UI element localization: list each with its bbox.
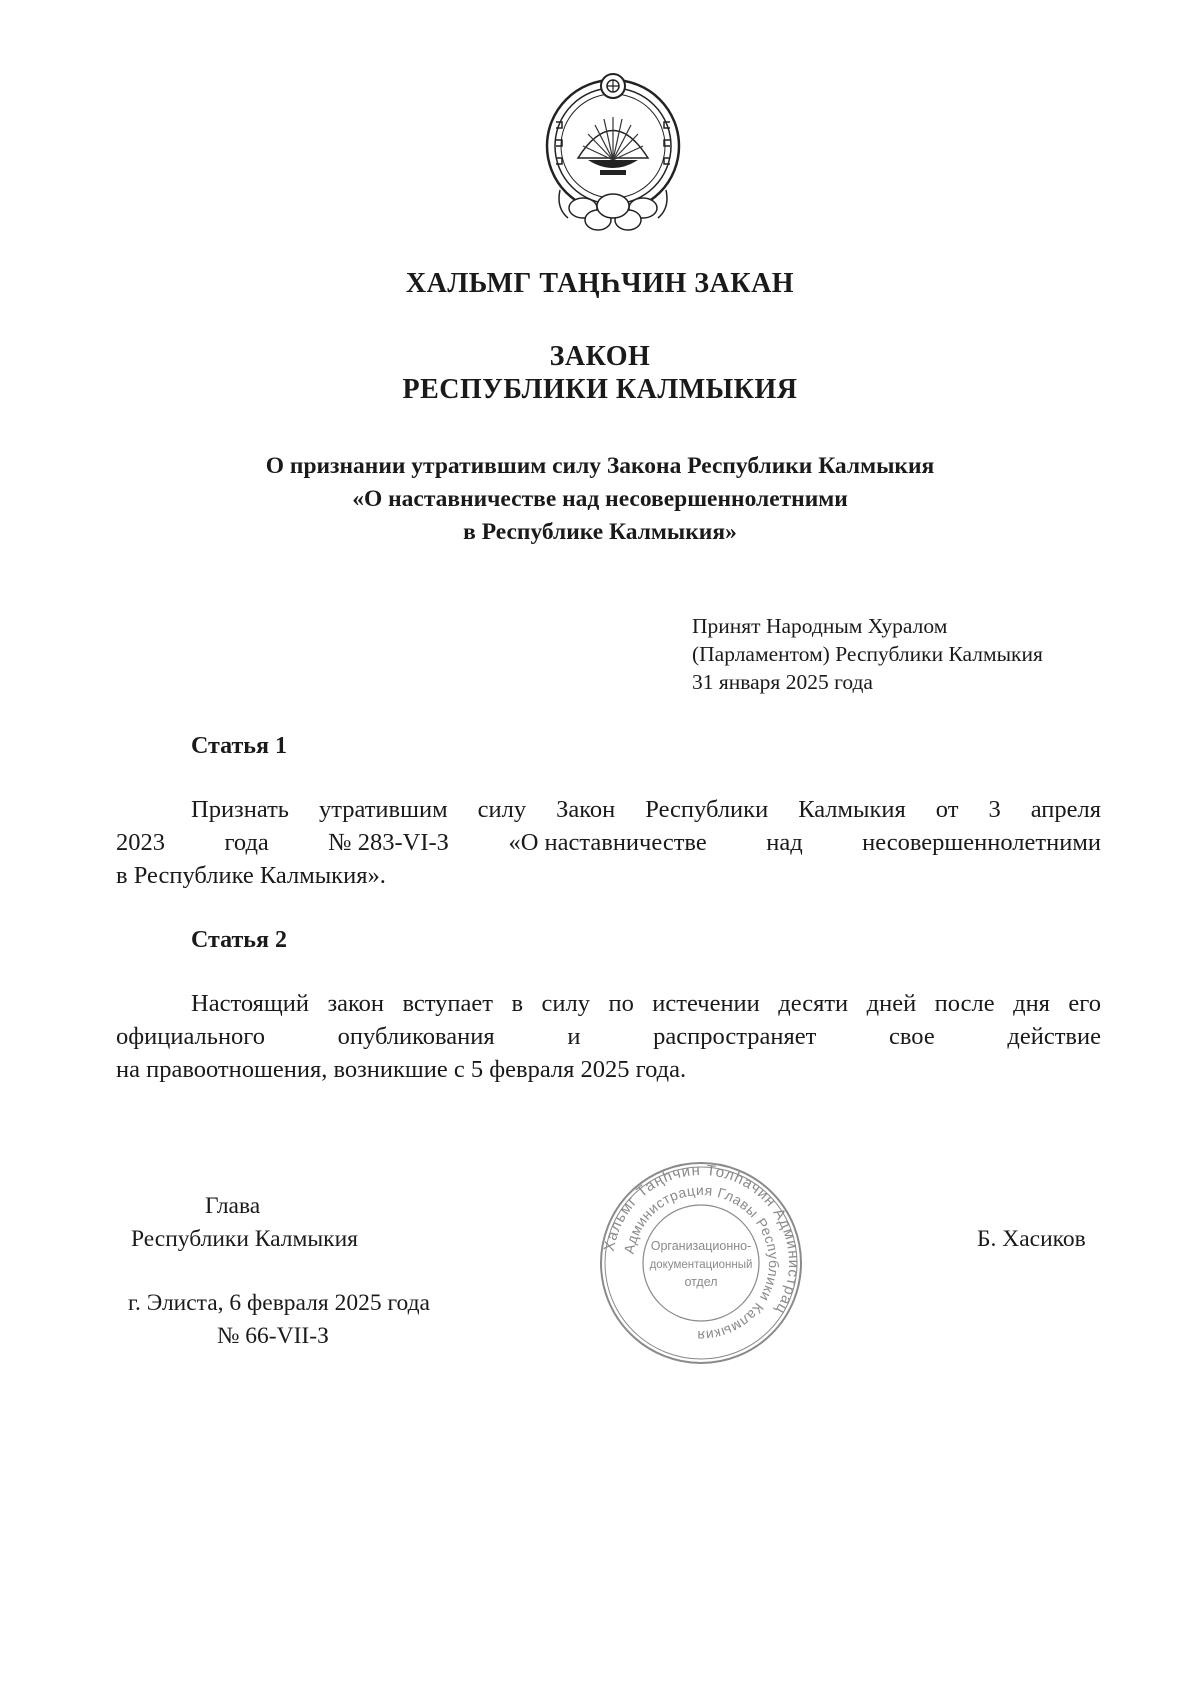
article-1-line-2 [116,829,1101,857]
article-1-word: 2023 [116,829,165,856]
article-2-word: официального [116,1023,265,1050]
article-1-word: № 283-VI-З [328,829,449,856]
article-1-line-3: в Республике Калмыкия». [116,862,386,889]
stamp-inner-text: Администрация Главы Республики Калмыкия [620,1181,783,1345]
stamp-center-line-1: Организационно- [650,1239,752,1253]
signatory-position-2: Республики Калмыкия [131,1226,358,1252]
article-2-line-3: на правоотношения, возникшие с 5 февраля 2025 года. [116,1056,687,1083]
signatory-position-1: Глава [205,1193,261,1219]
place-date: г. Элиста, 6 февраля 2025 года [128,1290,430,1316]
article-1-heading: Статья 1 [191,733,287,759]
article-1-word: над [766,829,803,856]
adoption-line-1: Принят Народным Хуралом [692,614,948,638]
subject-line-3: в Республике Калмыкия» [463,519,737,545]
article-2-word: распространяет [653,1023,817,1050]
law-number: № 66-VII-З [217,1323,329,1349]
article-2-word: свое [889,1023,935,1050]
adoption-line-3: 31 января 2025 года [692,670,873,694]
official-stamp [596,1158,806,1368]
article-1-word: года [224,829,269,856]
adoption-note [692,612,1043,696]
article-2-word: действие [1007,1023,1101,1050]
stamp-center-line-3: отдел [684,1275,718,1289]
stamp-center-line-2: документационный [649,1259,753,1271]
title-law: ЗАКОН [549,341,651,372]
article-2-line-2 [116,1023,1101,1051]
adoption-line-2: (Парламентом) Республики Калмыкия [692,642,1043,666]
subject-line-2: «О наставничестве над несовершеннолетними [352,486,848,512]
subject-line-1: О признании утратившим силу Закона Республики Калмыкия [265,453,935,479]
title-republic: РЕСПУБЛИКИ КАЛМЫКИЯ [402,374,798,405]
stamp-outer-text: Хальмг Таңһчин Толһачин Администрац [600,1161,803,1318]
article-2-heading: Статья 2 [191,927,287,953]
coat-of-arms-emblem [538,68,688,243]
signatory-name: Б. Хасиков [977,1226,1086,1252]
article-2-line-1: Настоящий закон вступает в силу по истечении десяти дней после дня его [191,990,1101,1017]
article-1-word: «О наставничестве [508,829,707,856]
article-1-line-1: Признать утратившим силу Закон Республики Калмыкия от 3 апреля [191,796,1101,823]
article-2-word: опубликования [337,1023,495,1050]
title-kalmyk: ХАЛЬМГ ТАҢҺЧИН ЗАКАН [405,268,795,299]
article-1-word: несовершеннолетними [862,829,1101,856]
article-2-word: и [567,1023,581,1050]
